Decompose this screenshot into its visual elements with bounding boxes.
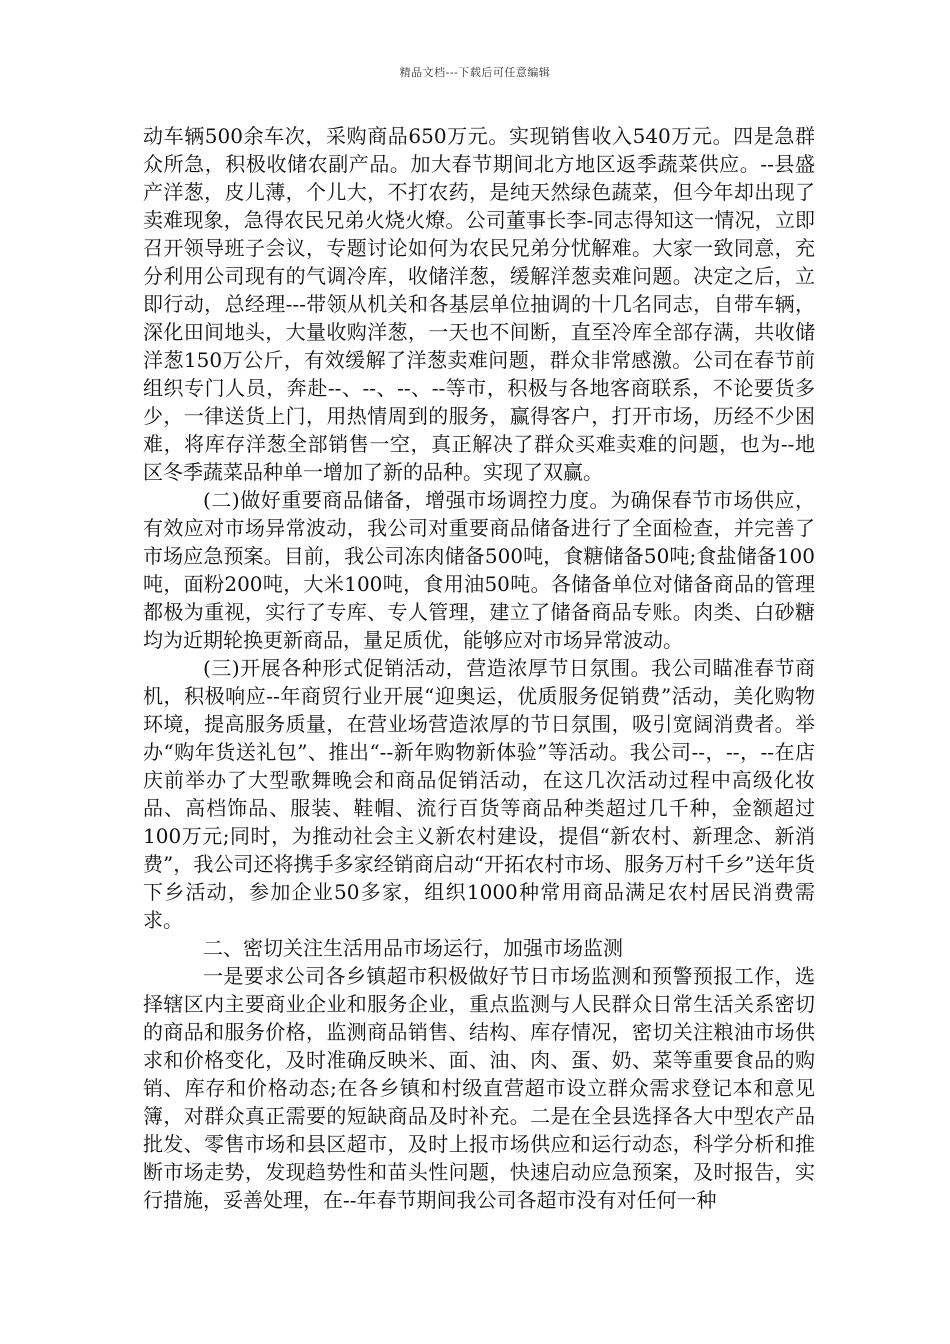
paragraph: (二)做好重要商品储备，增强市场调控力度。为确保春节市场供应，有效应对市场异常波动，我公司对重要商品储备进行了全面检查，并完善了市场应急预案。目前，我公司冻肉储备500吨，食糖储备50吨;食盐储备100吨，面粉200吨，大米100吨，食用油50吨。各储备单位对储备商品的管理都极为重视，实行了专库、专人管理，建立了储备商品专账。肉类、白砂糖均为近期轮换更新商品，量足质优，能够应对市场异常波动。 (143, 488, 815, 652)
section-heading: 二、密切关注生活用品市场运行，加强市场监测 (203, 936, 623, 960)
paragraph: (三)开展各种形式促销活动，营造浓厚节日氛围。我公司瞄准春节商机，积极响应--年商贸行业开展“迎奥运，优质服务促销费”活动，美化购物环境，提高服务质量，在营业场营造浓厚的节日氛围，吸引宽阔消费者。举办“购年货送礼包”、推出“--新年购物新体验”等活动。我公司--，--，--在店庆前举办了大型歌舞晚会和商品促销活动，在这几次活动过程中高级化妆品、高档饰品、服装、鞋帽、流行百货等商品种类超过几千种，金额超过100万元;同时，为推动社会主义新农村建设，提倡“新农村、新理念、新消费”，我公司还将携手多家经销商启动“开拓农村市场、服务万村千乡”送年货下乡活动，参加企业50多家，组织1000种常用商品满足农村居民消费需求。 (143, 656, 815, 932)
page-header: 精品文档---下载后可任意编辑 (399, 66, 551, 79)
paragraph: 一是要求公司各乡镇超市积极做好节日市场监测和预警预报工作，选择辖区内主要商业企业和服务企业，重点监测与人民群众日常生活关系密切的商品和服务价格，监测商品销售、结构、库存情况，密切关注粮油市场供求和价格变化，及时准确反映米、面、油、肉、蛋、奶、菜等重要食品的购销、库存和价格动态;在各乡镇和村级直营超市设立群众需求登记本和意见簿，对群众真正需要的短缺商品及时补充。二是在全县选择各大中型农产品批发、零售市场和县区超市，及时上报市场供应和运行动态，科学分析和推断市场走势，发现趋势性和苗头性问题，快速启动应急预案，及时报告，实行措施，妥善处理，在--年春节期间我公司各超市没有对任何一种 (143, 964, 815, 1212)
document-body (143, 122, 815, 1214)
paragraph: 动车辆500余车次，采购商品650万元。实现销售收入540万元。四是急群众所急，积极收储农副产品。加大春节期间北方地区返季蔬菜供应。--县盛产洋葱，皮儿薄，个儿大，不打农药，是纯天然绿色蔬菜，但今年却出现了卖难现象，急得农民兄弟火烧火燎。公司董事长李-同志得知这一情况，立即召开领导班子会议，专题讨论如何为农民兄弟分忧解难。大家一致同意，充分利用公司现有的气调冷库，收储洋葱，缓解洋葱卖难问题。决定之后，立即行动，总经理---带领从机关和各基层单位抽调的十几名同志，自带车辆，深化田间地头，大量收购洋葱，一天也不间断，直至冷库全部存满，共收储洋葱150万公斤，有效缓解了洋葱卖难问题，群众非常感激。公司在春节前组织专门人员，奔赴--、--、--、--等市，积极与各地客商联系，不论要货多少，一律送货上门，用热情周到的服务，赢得客户，打开市场，历经不少困难，将库存洋葱全部销售一空，真正解决了群众买难卖难的问题，也为--地区冬季蔬菜品种单一增加了新的品种。实现了双赢。 (143, 124, 815, 484)
